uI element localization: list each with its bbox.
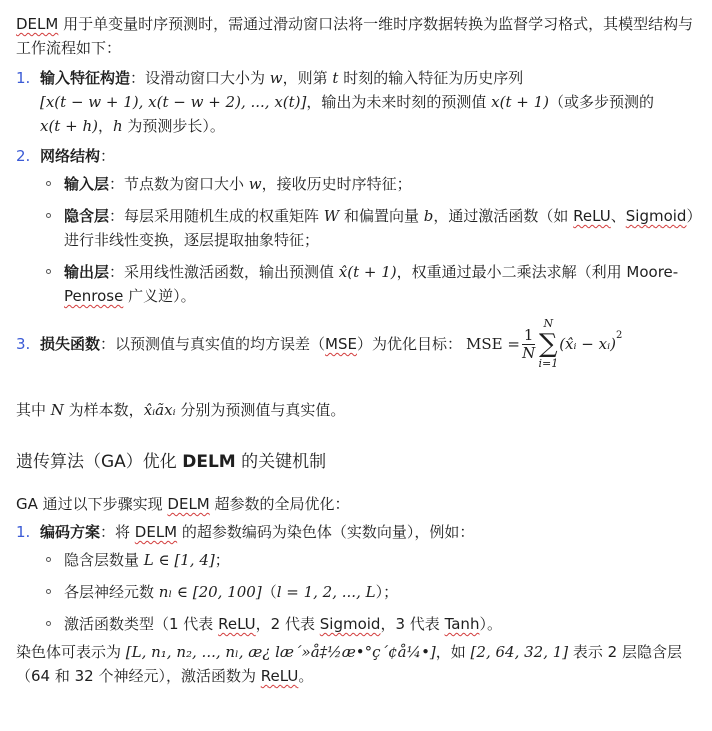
- layer-text: 广义逆）。: [123, 287, 196, 305]
- math-w: w: [269, 69, 283, 87]
- math-output: x(t + 1): [491, 93, 549, 111]
- step-text: （或多步预测的: [549, 93, 655, 111]
- layer-name: 隐含层: [64, 207, 110, 225]
- term-mse: MSE: [325, 335, 357, 353]
- math-sequence: [x(t − w + 1), x(t − w + 2), ..., x(t)]: [40, 93, 307, 111]
- math-output-h: x(t + h): [40, 117, 98, 135]
- math-t: t: [332, 69, 339, 87]
- note-text: 其中: [16, 401, 51, 419]
- step-input-features: [16, 66, 696, 138]
- layer-hidden: [40, 204, 696, 252]
- item-text: ）。: [479, 615, 502, 633]
- layer-text: ：节点数为窗口大小: [109, 175, 249, 193]
- sum-upper: N: [543, 317, 554, 330]
- layer-name: 输入层: [64, 175, 110, 193]
- bullet-icon: [46, 269, 51, 274]
- layer-text: 、: [610, 207, 626, 225]
- layer-text: ：每层采用随机生成的权重矩阵: [109, 207, 324, 225]
- math-example: [2, 64, 32, 1]: [470, 643, 569, 661]
- bullet-icon: [46, 181, 51, 186]
- term-relu: ReLU: [260, 667, 299, 685]
- step-text: 的超参数编码为染色体（实数向量），例如：: [177, 523, 475, 541]
- step-number: 2.: [16, 147, 31, 165]
- step-text: ：设滑动窗口大小为: [130, 69, 270, 87]
- item-text: 激活函数类型（1 代表: [64, 615, 219, 633]
- bullet-icon: [46, 621, 51, 626]
- chrom-text: ，如: [435, 643, 471, 661]
- term-sigmoid: Sigmoid: [319, 615, 381, 633]
- math-w: w: [248, 175, 262, 193]
- note-text: 分别为预测值与真实值。: [175, 401, 346, 419]
- term-penrose: Penrose: [64, 287, 124, 305]
- layer-text: ，权重通过最小二乘法求解（利用 Moore-: [396, 263, 679, 281]
- chrom-text: 。: [298, 667, 314, 685]
- item-text: ）；: [375, 583, 399, 601]
- step-loss-function: [16, 316, 696, 372]
- term-sigmoid: Sigmoid: [625, 207, 687, 225]
- step-number: 3.: [16, 335, 31, 353]
- layer-text: ，接收历史时序特征；: [261, 175, 412, 193]
- item-text: （: [261, 583, 277, 601]
- step-text: ，: [97, 117, 113, 135]
- encoding-item-activation: [40, 612, 696, 636]
- item-text: ，2 代表: [255, 615, 320, 633]
- term-delm: DELM: [134, 523, 178, 541]
- math-h: h: [112, 117, 123, 135]
- steps-list: [16, 66, 696, 372]
- intro-paragraph: [16, 12, 696, 60]
- step-number: 1.: [16, 523, 31, 541]
- math-range: L ∈ [1, 4]: [143, 551, 215, 569]
- sum-symbol: ∑: [539, 329, 558, 359]
- lead-text: GA 通过以下步骤实现: [16, 495, 168, 513]
- step-title: 损失函数: [40, 335, 101, 353]
- item-text: 隐含层数量: [64, 551, 144, 569]
- heading-text: 遗传算法（GA）优化: [16, 452, 183, 472]
- math-exponent: 2: [615, 330, 623, 341]
- math-range: nₗ ∈ [20, 100]: [158, 583, 262, 601]
- term-delm: DELM: [16, 15, 59, 33]
- step-title: 网络结构: [40, 147, 101, 165]
- math-N: N: [50, 401, 64, 419]
- layer-text: ）进行非线性变换，逐层提取抽象特征；: [64, 207, 694, 249]
- step-text: 时刻的输入特征为历史序列: [338, 69, 524, 87]
- ga-lead-paragraph: [16, 492, 696, 516]
- step-text: ：将: [100, 523, 135, 541]
- step-text: ，输出为未来时刻的预测值: [306, 93, 492, 111]
- encoding-item-layers: [40, 548, 696, 572]
- lead-text: 超参数的全局优化：: [209, 495, 350, 513]
- step-title: 输入特征构造: [40, 69, 131, 87]
- step-number: 1.: [16, 69, 31, 87]
- item-text: 各层神经元数: [64, 583, 159, 601]
- math-b: b: [423, 207, 434, 225]
- math-fraction: [522, 327, 536, 362]
- math-chromosome: [L, n₁, n₂, ..., nₗ, æ¿ læ´»å‡½æ•°ç´¢å¼•]: [125, 643, 436, 661]
- section-heading: [16, 450, 696, 474]
- step-title: 编码方案: [40, 523, 101, 541]
- layer-text: ，通过激活函数（如: [433, 207, 574, 225]
- heading-text: 的关键机制: [235, 452, 327, 472]
- loss-row: [16, 316, 696, 372]
- step-text: ，则第: [282, 69, 333, 87]
- layer-name: 输出层: [64, 263, 110, 281]
- layer-output: [40, 260, 696, 308]
- bullet-icon: [46, 589, 51, 594]
- note-text: 为样本数，: [63, 401, 144, 419]
- step-text: ：以预测值与真实值的均方误差（: [100, 335, 326, 353]
- layer-text: 和偏置向量: [339, 207, 424, 225]
- math-prediction: x̂(t + 1): [338, 263, 397, 281]
- encoding-list: [40, 548, 696, 636]
- math-vars: x̂ᵢãxᵢ: [143, 401, 176, 419]
- math-summation: [538, 317, 558, 371]
- step-encoding: [16, 520, 696, 636]
- chrom-text: 表示 2 层隐含层（64 和 32 个神经元），激活函数为: [16, 643, 682, 685]
- layer-input: [40, 172, 696, 196]
- item-text: ，3 代表: [380, 615, 445, 633]
- math-W: W: [323, 207, 340, 225]
- note-paragraph: [16, 398, 696, 422]
- term-relu: ReLU: [573, 207, 611, 225]
- math-mse-lhs: MSE =: [466, 335, 520, 353]
- bullet-icon: [46, 557, 51, 562]
- sum-lower: i=1: [538, 357, 559, 370]
- term-tanh: Tanh: [444, 615, 480, 633]
- term-relu: ReLU: [218, 615, 256, 633]
- chrom-text: 染色体可表示为: [16, 643, 126, 661]
- math-term: (x̂ᵢ − xᵢ): [559, 335, 616, 353]
- frac-denominator: N: [522, 343, 536, 362]
- chromosome-paragraph: [16, 640, 696, 688]
- layer-list: [40, 172, 696, 308]
- ga-steps-list: [16, 520, 696, 636]
- step-network-structure: [16, 144, 696, 308]
- math-index: l = 1, 2, ..., L: [276, 583, 376, 601]
- step-text: ）为优化目标：: [356, 335, 462, 353]
- step-text: 为预测步长）。: [122, 117, 225, 135]
- layer-text: ：采用线性激活函数，输出预测值: [109, 263, 339, 281]
- encoding-item-neurons: [40, 580, 696, 604]
- bullet-icon: [46, 213, 51, 218]
- heading-delm: DELM: [182, 452, 236, 472]
- item-text: ；: [214, 551, 230, 569]
- step-text: ：: [100, 147, 116, 165]
- term-delm: DELM: [167, 495, 210, 513]
- frac-numerator: 1: [523, 325, 534, 344]
- intro-text: 用于单变量时序预测时，需通过滑动窗口法将一维时序数据转换为监督学习格式，其模型结构与工作流程如下：: [16, 15, 694, 57]
